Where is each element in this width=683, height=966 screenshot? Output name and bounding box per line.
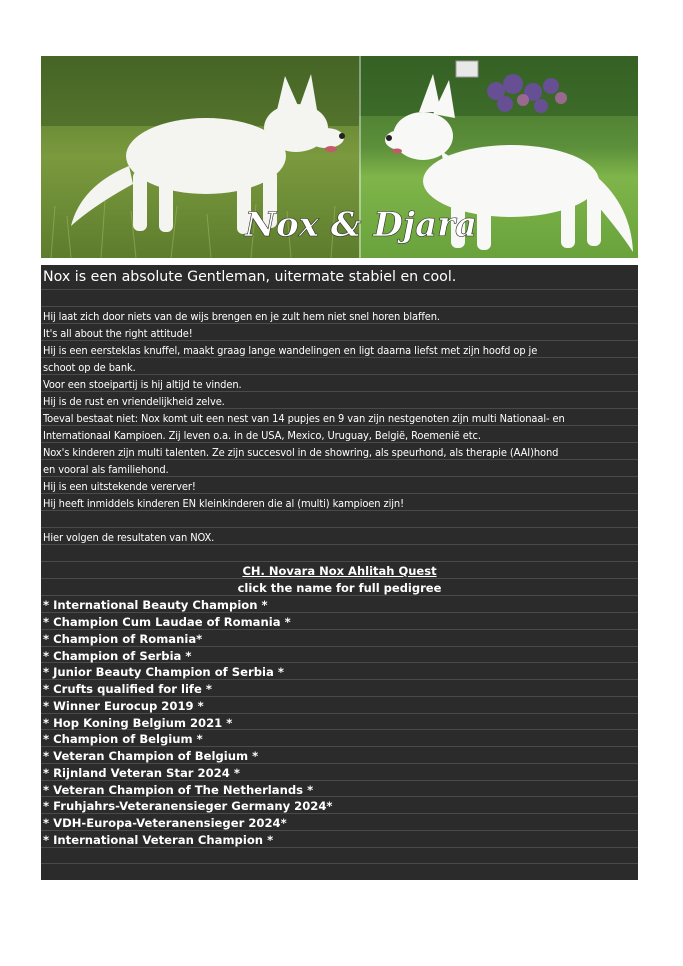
pedigree-hint: click the name for full pedigree	[237, 581, 442, 595]
banner-photo-collage	[41, 56, 638, 258]
cell-rule	[41, 561, 638, 562]
pedigree-link[interactable]: CH. Novara Nox Ahlitah Quest	[242, 564, 437, 578]
paragraph-line: Hij is een uitstekende vererver!	[43, 480, 196, 493]
champion-title: * Champion of Serbia *	[43, 649, 192, 663]
paragraph-line: Hij is een eersteklas knuffel, maakt graag lange wandelingen en ligt daarna liefst met zijn hoofd op je	[43, 344, 538, 357]
champion-title: * Crufts qualified for life *	[43, 682, 212, 696]
paragraph-line: Nox's kinderen zijn multi talenten. Ze zijn succesvol in de showring, als speurhond, als therapie (AAI)hond	[43, 446, 559, 459]
paragraph-line: Internationaal Kampioen. Zij leven o.a. in de USA, Mexico, Uruguay, België, Roemenië etc.	[43, 429, 481, 442]
results-intro: Hier volgen de resultaten van NOX.	[43, 531, 215, 544]
cell-rule	[41, 527, 638, 528]
champion-title: * Champion of Belgium *	[43, 732, 203, 746]
cell-rule	[41, 289, 638, 290]
content-panel	[41, 265, 638, 880]
banner-image	[41, 56, 638, 258]
champion-title: * Veteran Champion of Belgium *	[43, 749, 259, 763]
cell-rule	[41, 306, 638, 307]
champion-title: * Rijnland Veteran Star 2024 *	[43, 766, 240, 780]
paragraph-line: Hij is de rust en vriendelijkheid zelve.	[43, 395, 225, 408]
champion-title: * Winner Eurocup 2019 *	[43, 699, 204, 713]
champion-title: * International Beauty Champion *	[43, 598, 268, 612]
champion-title: * Fruhjahrs-Veteranensieger Germany 2024*	[43, 799, 333, 813]
paragraph-line: schoot op de bank.	[43, 361, 136, 374]
intro-heading: Nox is een absolute Gentleman, uitermate stabiel en cool.	[43, 269, 457, 285]
paragraph-line: It's all about the right attitude!	[43, 327, 193, 340]
pedigree-link-row	[41, 563, 638, 579]
champion-title: * International Veteran Champion *	[43, 833, 274, 847]
paragraph-line: Hij heeft inmiddels kinderen EN kleinkinderen die al (multi) kampioen zijn!	[43, 497, 404, 510]
paragraph-line: en vooral als familiehond.	[43, 463, 169, 476]
paragraph-line: Voor een stoeipartij is hij altijd te vinden.	[43, 378, 242, 391]
banner-title: Nox & Djara	[244, 205, 478, 245]
champion-title: * Hop Koning Belgium 2021 *	[43, 716, 233, 730]
paragraph-line: Toeval bestaat niet: Nox komt uit een nest van 14 pupjes en 9 van zijn nestgenoten zijn multi Nationaal- en	[43, 412, 565, 425]
champion-title: * Junior Beauty Champion of Serbia *	[43, 665, 284, 679]
champion-title: * Champion Cum Laudae of Romania *	[43, 615, 291, 629]
cell-rule	[41, 863, 638, 864]
paragraph-line: Hij laat zich door niets van de wijs brengen en je zult hem niet snel horen blaffen.	[43, 310, 440, 323]
champion-title: * VDH-Europa-Veteranensieger 2024*	[43, 816, 287, 830]
champion-title: * Veteran Champion of The Netherlands *	[43, 783, 314, 797]
champion-title: * Champion of Romania*	[43, 632, 203, 646]
